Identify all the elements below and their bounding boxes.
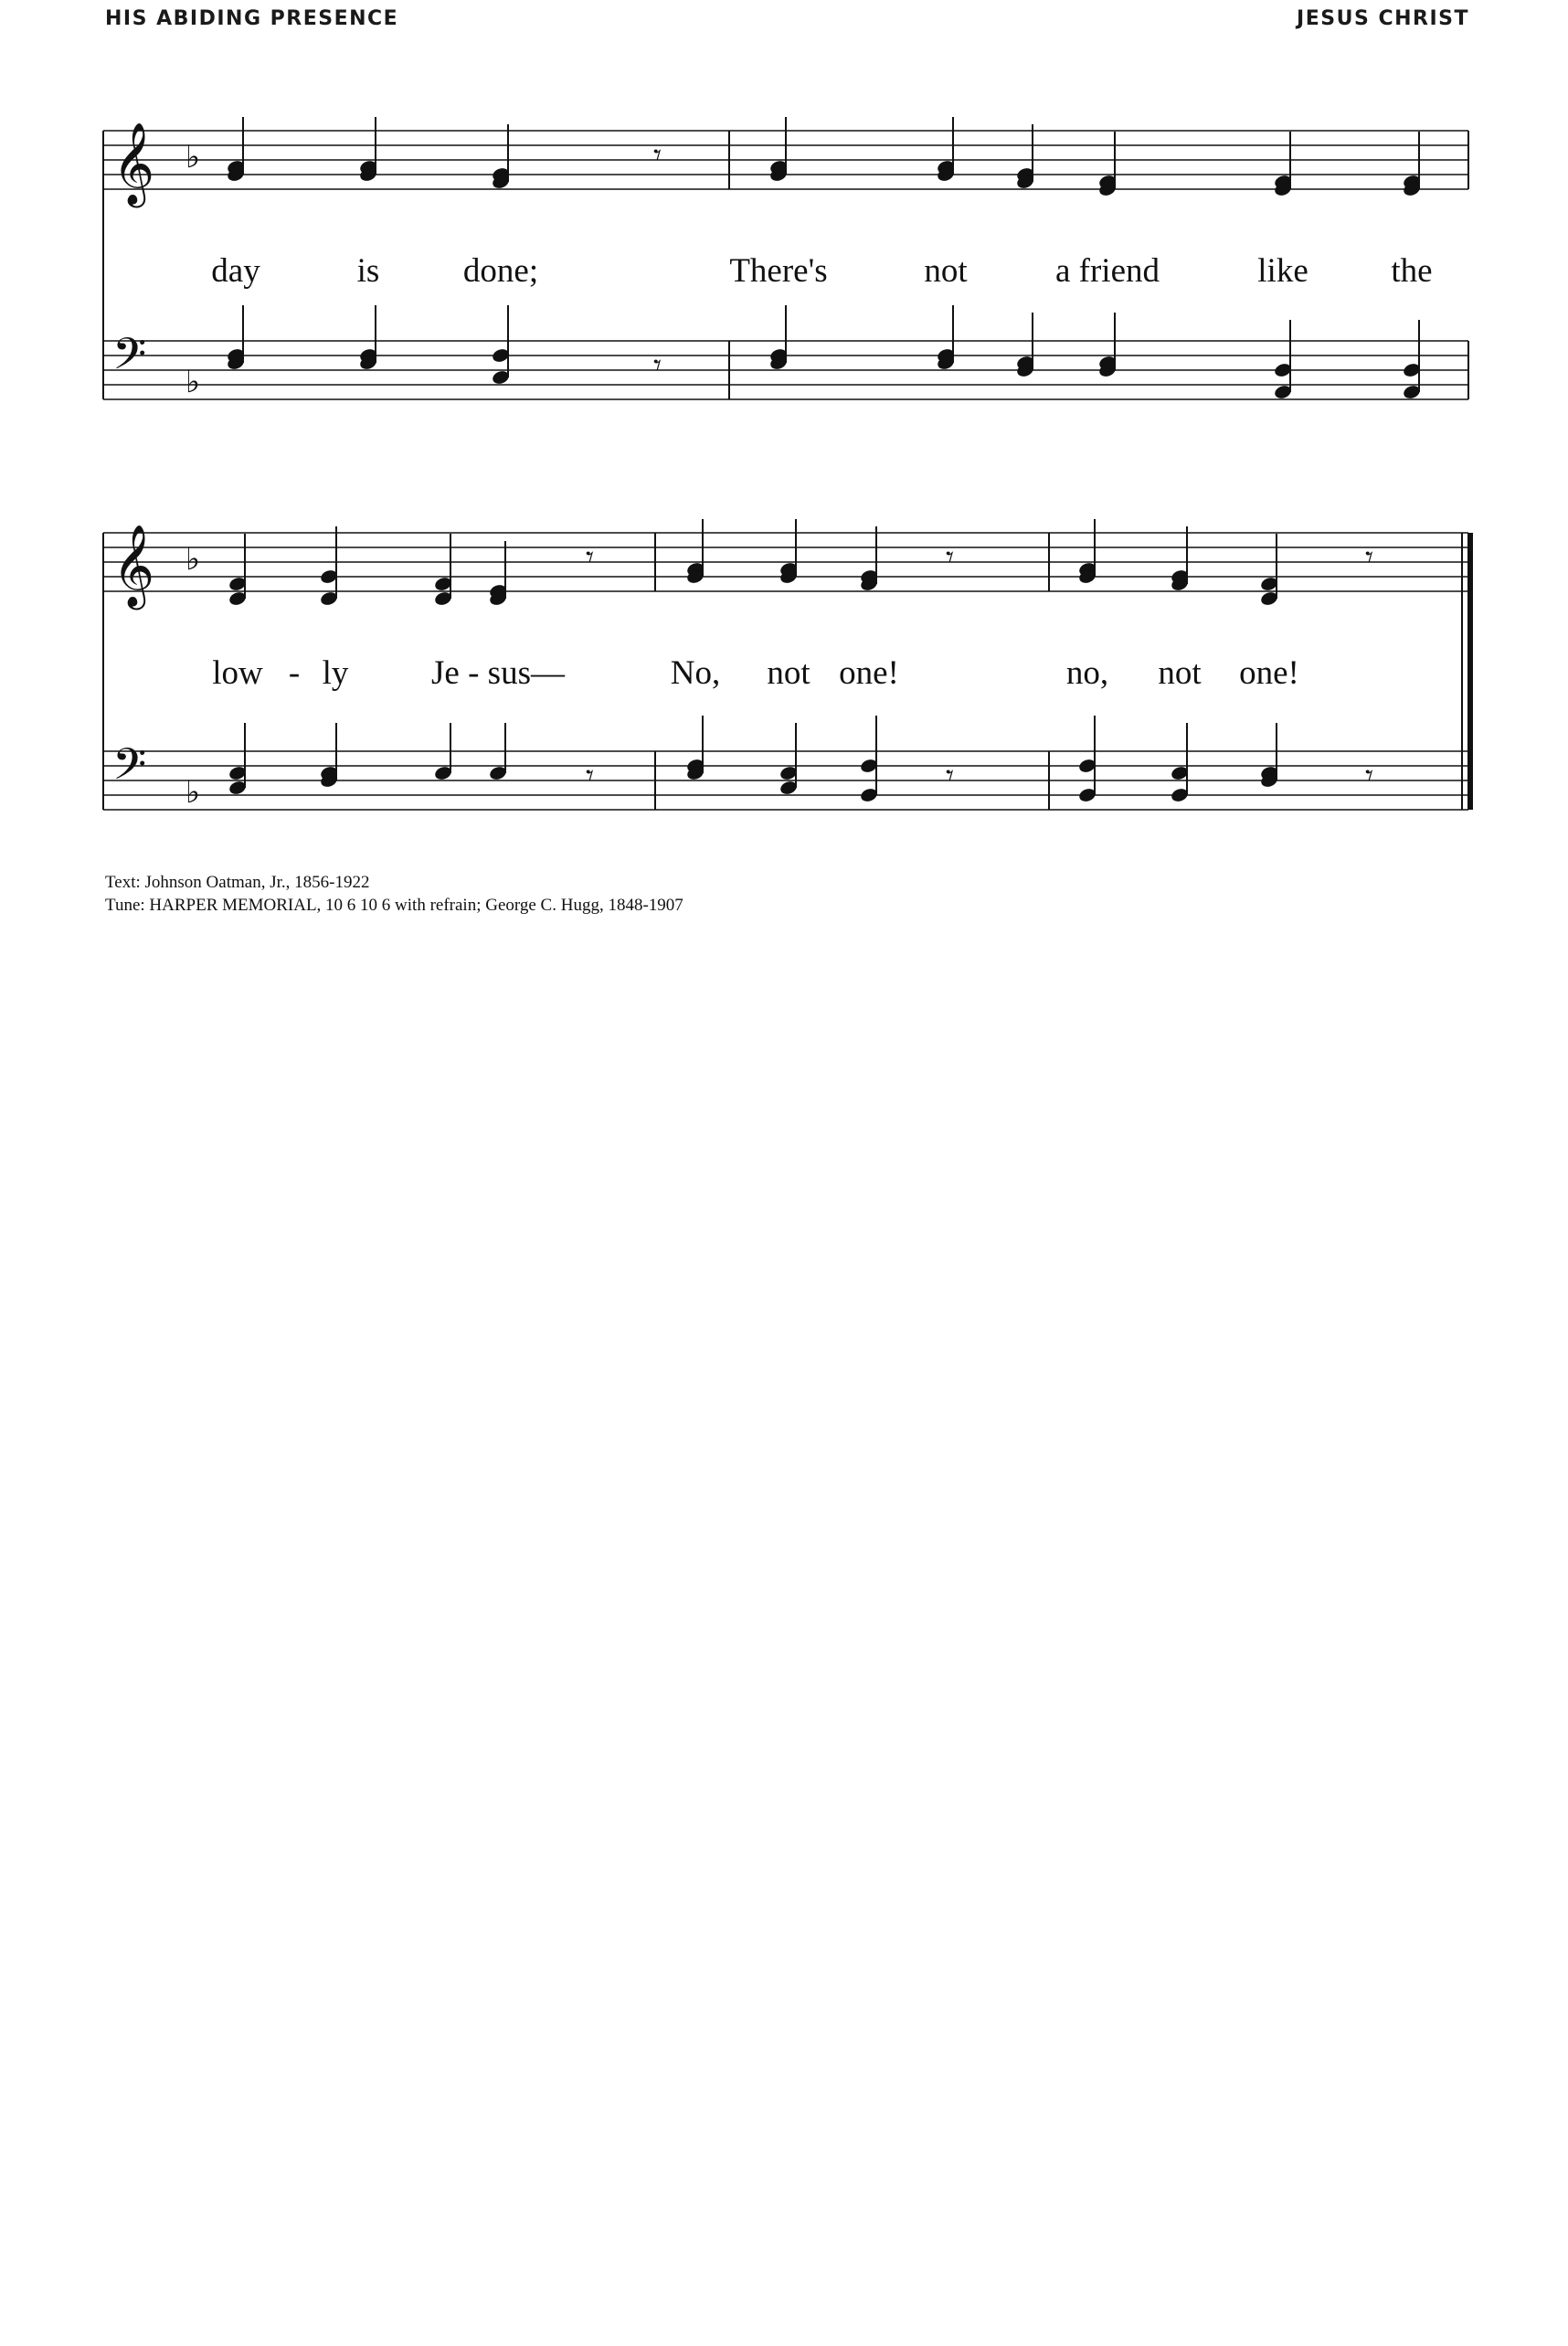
lyric-syllable: like	[1257, 252, 1308, 290]
lyric-syllable: not	[767, 654, 810, 692]
rest: 𝄾	[946, 758, 955, 794]
treble-clef: 𝄞	[112, 122, 155, 205]
music-score	[0, 0, 1568, 1005]
bass-clef: 𝄢	[112, 328, 147, 390]
flat-key-signature: ♭	[185, 139, 201, 175]
lyric-syllable: Je - sus—	[431, 654, 565, 692]
treble-clef: 𝄞	[112, 525, 155, 607]
rest: 𝄾	[1365, 758, 1374, 794]
text-credit: Text: Johnson Oatman, Jr., 1856-1922	[105, 873, 370, 892]
rest: 𝄾	[586, 758, 595, 794]
notes	[226, 117, 1421, 803]
lyric-syllable: a friend	[1054, 252, 1160, 290]
rest: 𝄾	[586, 539, 595, 576]
lyric-syllable: No,	[670, 654, 721, 692]
lyric-syllable: one!	[839, 654, 899, 692]
lyric-syllable: not	[924, 252, 968, 290]
lyric-syllable: day	[211, 252, 260, 290]
tune-credit: Tune: HARPER MEMORIAL, 10 6 10 6 with refrain; George C. Hugg, 1848-1907	[105, 896, 683, 915]
staff-lines	[103, 131, 1470, 810]
flat-key-signature: ♭	[185, 774, 201, 811]
rest: 𝄾	[946, 539, 955, 576]
lyric-syllable: There's	[729, 252, 828, 290]
rest: 𝄾	[653, 347, 662, 384]
bass-clef: 𝄢	[112, 738, 147, 801]
lyric-syllable: -	[288, 654, 301, 692]
flat-key-signature: ♭	[185, 364, 201, 400]
flat-key-signature: ♭	[185, 541, 201, 578]
lyric-syllable: no,	[1065, 654, 1109, 692]
lyric-syllable: is	[356, 252, 380, 290]
rest: 𝄾	[653, 137, 662, 174]
lyric-syllable: done;	[462, 252, 539, 290]
lyric-syllable: the	[1391, 252, 1433, 290]
running-head-right: JESUS CHRIST	[1297, 7, 1469, 30]
lyric-syllable: low	[212, 654, 263, 692]
lyric-syllable: not	[1158, 654, 1202, 692]
running-head-left: HIS ABIDING PRESENCE	[105, 7, 399, 30]
clefs	[112, 122, 200, 811]
lyric-syllable: ly	[322, 654, 349, 692]
lyric-syllable: one!	[1239, 654, 1299, 692]
rest: 𝄾	[1365, 539, 1374, 576]
